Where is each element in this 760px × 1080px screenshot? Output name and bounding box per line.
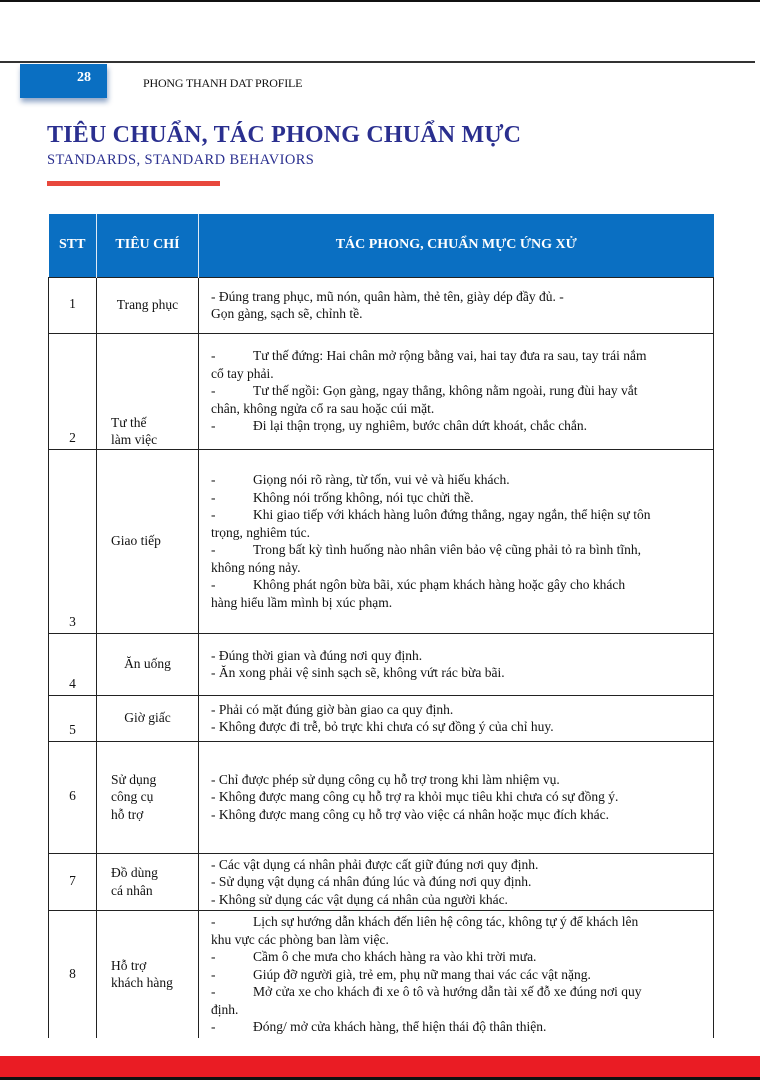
row-behaviors xyxy=(199,277,714,333)
criteria-line: Trang phục xyxy=(116,297,179,313)
table-row xyxy=(49,695,714,741)
dash-bullet: - xyxy=(211,418,216,434)
behavior-line xyxy=(211,1018,703,1036)
table-row xyxy=(49,853,714,911)
behavior-text: chân, không ngửa cổ ra sau hoặc cúi mặt. xyxy=(211,400,435,416)
behavior-text: không nóng nảy. xyxy=(211,559,301,575)
behavior-line xyxy=(211,718,703,736)
behavior-line xyxy=(211,524,703,542)
behavior-line xyxy=(211,856,703,874)
criteria-line: Hỗ trợ xyxy=(111,957,147,973)
behavior-line xyxy=(211,541,703,559)
behavior-text: - Ăn xong phải vệ sinh sạch sẽ, không vứt rác bừa bãi. xyxy=(211,665,505,680)
criteria-line: Đồ dùng xyxy=(111,865,158,881)
criteria-line: Ăn uống xyxy=(124,656,171,672)
behavior-text: Tư thế đứng: Hai chân mở rộng bằng vai, hai tay đưa ra sau, tay trái nắm xyxy=(253,348,647,364)
row-behaviors xyxy=(199,449,714,633)
row-number: 1 xyxy=(49,277,97,333)
dash-bullet: - xyxy=(211,984,216,999)
section-title: TIÊU CHUẨN, TÁC PHONG CHUẨN MỰC xyxy=(47,122,522,148)
behavior-line xyxy=(211,506,703,524)
table-row xyxy=(49,449,714,633)
behavior-text: - Các vật dụng cá nhân phải được cất giữ đúng nơi quy định. xyxy=(211,856,539,872)
dash-bullet: - xyxy=(211,383,216,399)
behavior-text: Giúp đỡ người già, trẻ em, phụ nữ mang thai vác các vật nặng. xyxy=(253,966,591,982)
table-row xyxy=(49,277,714,333)
dash-bullet: - xyxy=(211,949,216,964)
behavior-line xyxy=(211,559,703,577)
row-number: 4 xyxy=(49,633,97,695)
row-number: 7 xyxy=(49,853,97,911)
dash-bullet: - xyxy=(211,1019,216,1034)
behavior-line xyxy=(211,701,703,719)
behavior-text: Đi lại thận trọng, uy nghiêm, bước chân dứt khoát, chắc chắn. xyxy=(253,418,588,434)
row-criteria xyxy=(97,333,199,449)
criteria-line: Giao tiếp xyxy=(111,533,161,549)
behavior-text: - Chỉ được phép sử dụng công cụ hỗ trợ trong khi làm nhiệm vụ. xyxy=(211,771,560,787)
behavior-line xyxy=(211,400,703,418)
row-criteria xyxy=(97,695,199,741)
dash-bullet: - xyxy=(211,914,216,929)
behavior-text: Trong bất kỳ tình huống nào nhân viên bảo vệ cũng phải tỏ ra bình tĩnh, xyxy=(253,542,641,557)
behavior-line xyxy=(211,788,703,806)
behavior-line xyxy=(211,288,703,306)
behavior-line xyxy=(211,647,703,665)
header-stt: STT xyxy=(49,214,97,277)
behavior-text: hàng hiểu lầm mình bị xúc phạm. xyxy=(211,594,393,610)
row-behaviors xyxy=(199,741,714,853)
page-top-edge xyxy=(0,0,760,2)
table-row xyxy=(49,741,714,853)
behavior-line xyxy=(211,873,703,891)
row-behaviors xyxy=(199,333,714,449)
behavior-text: Giọng nói rõ ràng, từ tốn, vui vẻ và hiếu khách. xyxy=(253,472,510,487)
behavior-line xyxy=(211,931,703,949)
behavior-text: định. xyxy=(211,1001,239,1017)
criteria-line: cá nhân xyxy=(111,882,153,898)
behavior-text: Khi giao tiếp với khách hàng luôn đứng thẳng, ngay ngắn, thể hiện sự tôn xyxy=(253,507,651,522)
behavior-text: Gọn gàng, sạch sẽ, chỉnh tề. xyxy=(211,306,363,321)
row-behaviors xyxy=(199,853,714,911)
dash-bullet: - xyxy=(211,966,216,982)
criteria-line: Sử dụng xyxy=(111,771,157,787)
behavior-text: - Không được mang công cụ hỗ trợ vào việc cá nhân hoặc mục đích khác. xyxy=(211,806,609,822)
row-number: 8 xyxy=(49,911,97,1038)
behavior-line xyxy=(211,489,703,507)
behavior-text: Đóng/ mở cửa khách hàng, thể hiện thái độ thân thiện. xyxy=(253,1019,547,1034)
behavior-text: - Không được đi trễ, bỏ trực khi chưa có sự đồng ý của chỉ huy. xyxy=(211,719,554,734)
dash-bullet: - xyxy=(211,577,216,592)
behavior-line xyxy=(211,576,703,594)
table-row xyxy=(49,911,714,1038)
dash-bullet: - xyxy=(211,489,216,505)
criteria-line: khách hàng xyxy=(111,975,173,991)
behavior-line xyxy=(211,891,703,909)
behavior-line xyxy=(211,806,703,824)
behavior-line xyxy=(211,347,703,365)
behavior-text: Không nói trống không, nói tục chửi thề. xyxy=(253,489,474,505)
behavior-text: khu vực các phòng ban làm việc. xyxy=(211,931,389,947)
behavior-line xyxy=(211,417,703,435)
header-behaviors: TÁC PHONG, CHUẨN MỰC ỨNG XỬ xyxy=(199,214,714,277)
row-number: 2 xyxy=(49,333,97,449)
dash-bullet: - xyxy=(211,472,216,487)
profile-name: PHONG THANH DAT PROFILE xyxy=(143,76,303,90)
row-number: 5 xyxy=(49,695,97,741)
table-header-row xyxy=(49,214,714,277)
behavior-text: - Không sử dụng các vật dụng cá nhân của người khác. xyxy=(211,891,508,907)
behavior-text: - Sử dụng vật dụng cá nhân đúng lúc và đúng nơi quy định. xyxy=(211,874,532,889)
row-behaviors xyxy=(199,633,714,695)
standards-table xyxy=(48,214,714,1038)
behavior-line xyxy=(211,966,703,984)
behavior-line xyxy=(211,913,703,931)
row-number: 3 xyxy=(49,449,97,633)
header-criteria: TIÊU CHÍ xyxy=(97,214,199,277)
dash-bullet: - xyxy=(211,507,216,522)
header-rule xyxy=(0,61,755,63)
behavior-line xyxy=(211,1001,703,1019)
criteria-line: Giờ giấc xyxy=(124,710,171,726)
behavior-text: Lịch sự hướng dẫn khách đến liên hệ công tác, không tự ý để khách lên xyxy=(253,914,639,929)
row-number: 6 xyxy=(49,741,97,853)
behavior-text: Không phát ngôn bừa bãi, xúc phạm khách hàng hoặc gây cho khách xyxy=(253,577,626,592)
behavior-line xyxy=(211,948,703,966)
behavior-line xyxy=(211,594,703,612)
behavior-text: Tư thế ngồi: Gọn gàng, ngay thẳng, không nằm ngoài, rung đùi hay vắt xyxy=(253,383,638,399)
dash-bullet: - xyxy=(211,348,216,364)
criteria-line: công cụ xyxy=(111,789,154,805)
page-number: 28 xyxy=(77,70,91,85)
table-row xyxy=(49,333,714,449)
criteria-line: hỗ trợ xyxy=(111,806,144,822)
behavior-text: Cầm ô che mưa cho khách hàng ra vào khi trời mưa. xyxy=(253,949,537,964)
row-criteria xyxy=(97,853,199,911)
behavior-line xyxy=(211,983,703,1001)
behavior-text: - Không được mang công cụ hỗ trợ ra khỏi mục tiêu khi chưa có sự đồng ý. xyxy=(211,789,619,805)
behavior-text: trọng, nghiêm túc. xyxy=(211,524,310,540)
page-number-badge xyxy=(20,64,107,98)
behavior-text: - Phải có mặt đúng giờ bàn giao ca quy định. xyxy=(211,701,454,717)
behavior-text: cổ tay phải. xyxy=(211,365,274,381)
footer-bar xyxy=(0,1056,760,1077)
behavior-line xyxy=(211,471,703,489)
row-behaviors xyxy=(199,911,714,1038)
section-subtitle: STANDARDS, STANDARD BEHAVIORS xyxy=(47,152,315,168)
row-criteria xyxy=(97,449,199,633)
table-row xyxy=(49,633,714,695)
table-body xyxy=(49,277,714,1038)
criteria-line: Tư thế xyxy=(111,414,147,430)
row-behaviors xyxy=(199,695,714,741)
row-criteria xyxy=(97,911,199,1038)
row-criteria xyxy=(97,633,199,695)
behavior-line xyxy=(211,664,703,682)
row-criteria xyxy=(97,277,199,333)
behavior-text: Mở cửa xe cho khách đi xe ô tô và hướng dẫn tài xế đỗ xe đúng nơi quy xyxy=(253,984,642,999)
behavior-text: - Đúng thời gian và đúng nơi quy định. xyxy=(211,647,423,663)
row-criteria xyxy=(97,741,199,853)
behavior-line xyxy=(211,382,703,400)
behavior-line xyxy=(211,771,703,789)
title-underline xyxy=(47,181,220,186)
behavior-text: - Đúng trang phục, mũ nón, quân hàm, thẻ tên, giày dép đầy đủ. - xyxy=(211,288,564,304)
behavior-line xyxy=(211,365,703,383)
dash-bullet: - xyxy=(211,542,216,557)
criteria-line: làm việc xyxy=(111,432,158,447)
behavior-line xyxy=(211,305,703,323)
